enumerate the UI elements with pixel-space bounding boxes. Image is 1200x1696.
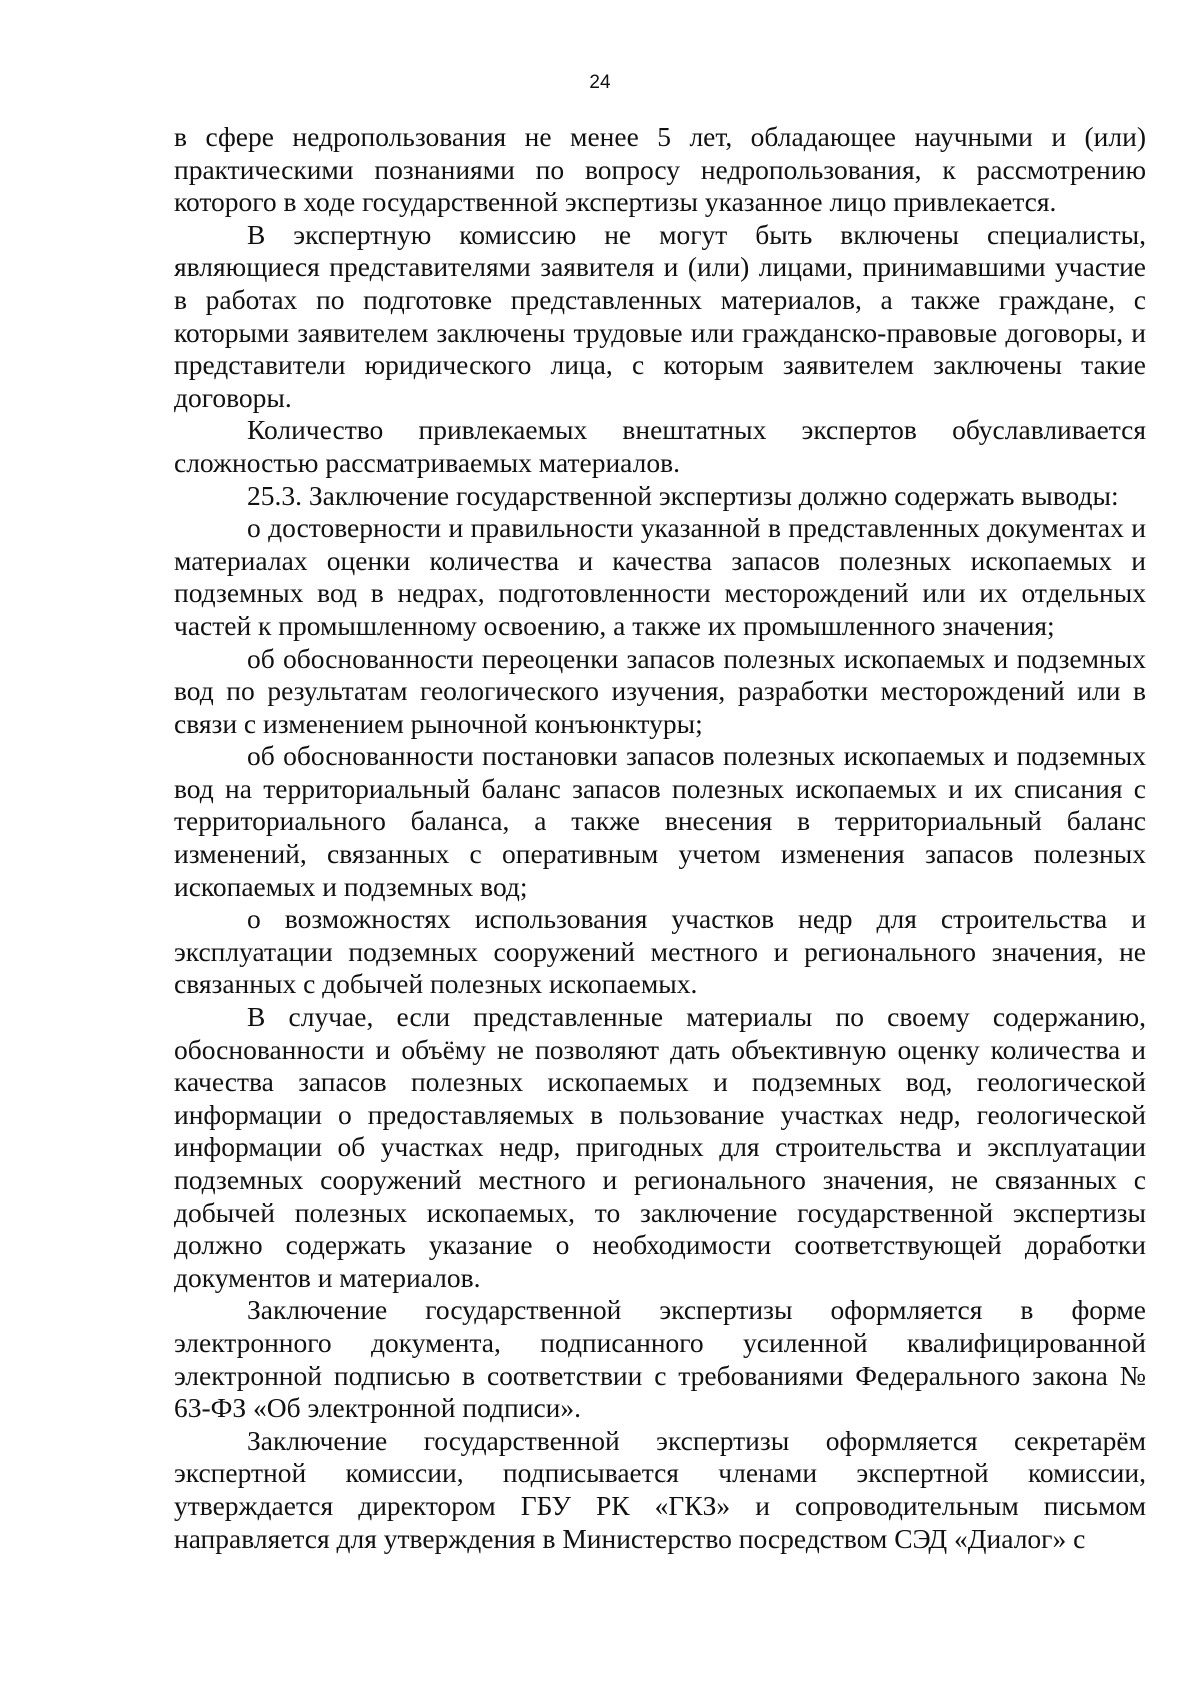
paragraph: Заключение государственной экспертизы оформляется в форме электронного документа, подписанного усиленной квалифицированной электронной подписью в соответствии с требованиями Федерального закона № 63-ФЗ «Об электронной подписи». — [174, 1294, 1146, 1424]
page-number: 24 — [589, 72, 611, 93]
paragraph: Заключение государственной экспертизы оформляется секретарём экспертной комиссии, подписывается членами экспертной комиссии, утверждается директором ГБУ РК «ГКЗ» и сопроводительным письмом направляется для утверждения в Министерство посредством СЭД «Диалог» с — [174, 1424, 1146, 1554]
paragraph: об обоснованности переоценки запасов полезных ископаемых и подземных вод по результатам геологического изучения, разработки месторождений или в связи с изменением рыночной конъюнктуры; — [174, 642, 1146, 739]
paragraph: В случае, если представленные материалы по своему содержанию, обоснованности и объёму не позволяют дать объективную оценку количества и качества запасов полезных ископаемых и подземных вод, геологической информации о предоставляемых в пользование участках недр, геологической информации об участках недр, пригодных для строительства и эксплуатации подземных сооружений местного и регионального значения, не связанных с добычей полезных ископаемых, то заключение государственной экспертизы должно содержать указание о необходимости соответствующей доработки документов и материалов. — [174, 1001, 1146, 1293]
paragraph: Количество привлекаемых внештатных экспертов обуславливается сложностью рассматриваемых материалов. — [174, 414, 1146, 478]
paragraph: 25.3. Заключение государственной экспертизы должно содержать выводы: — [247, 479, 1119, 511]
paragraph: в сфере недропользования не менее 5 лет, обладающее научными и (или) практическими познаниями по вопросу недропользования, к рассмотрению которого в ходе государственной экспертизы указанное лицо привлекается. — [174, 121, 1146, 218]
document-body — [174, 121, 1146, 1555]
paragraph: В экспертную комиссию не могут быть включены специалисты, являющиеся представителями заявителя и (или) лицами, принимавшими участие в работах по подготовке представленных материалов, а также граждане, с которыми заявителем заключены трудовые или гражданско-правовые договоры, и представители юридического лица, с которым заявителем заключены такие договоры. — [174, 218, 1146, 413]
paragraph: о возможностях использования участков недр для строительства и эксплуатации подземных сооружений местного и регионального значения, не связанных с добычей полезных ископаемых. — [174, 903, 1146, 1000]
paragraph: об обоснованности постановки запасов полезных ископаемых и подземных вод на территориальный баланс запасов полезных ископаемых и их списания с территориального баланса, а также внесения в территориальный баланс изменений, связанных с оперативным учетом изменения запасов полезных ископаемых и подземных вод; — [174, 740, 1146, 902]
paragraph: о достоверности и правильности указанной в представленных документах и материалах оценки количества и качества запасов полезных ископаемых и подземных вод в недрах, подготовленности месторождений или их отдельных частей к промышленному освоению, а также их промышленного значения; — [174, 512, 1146, 641]
